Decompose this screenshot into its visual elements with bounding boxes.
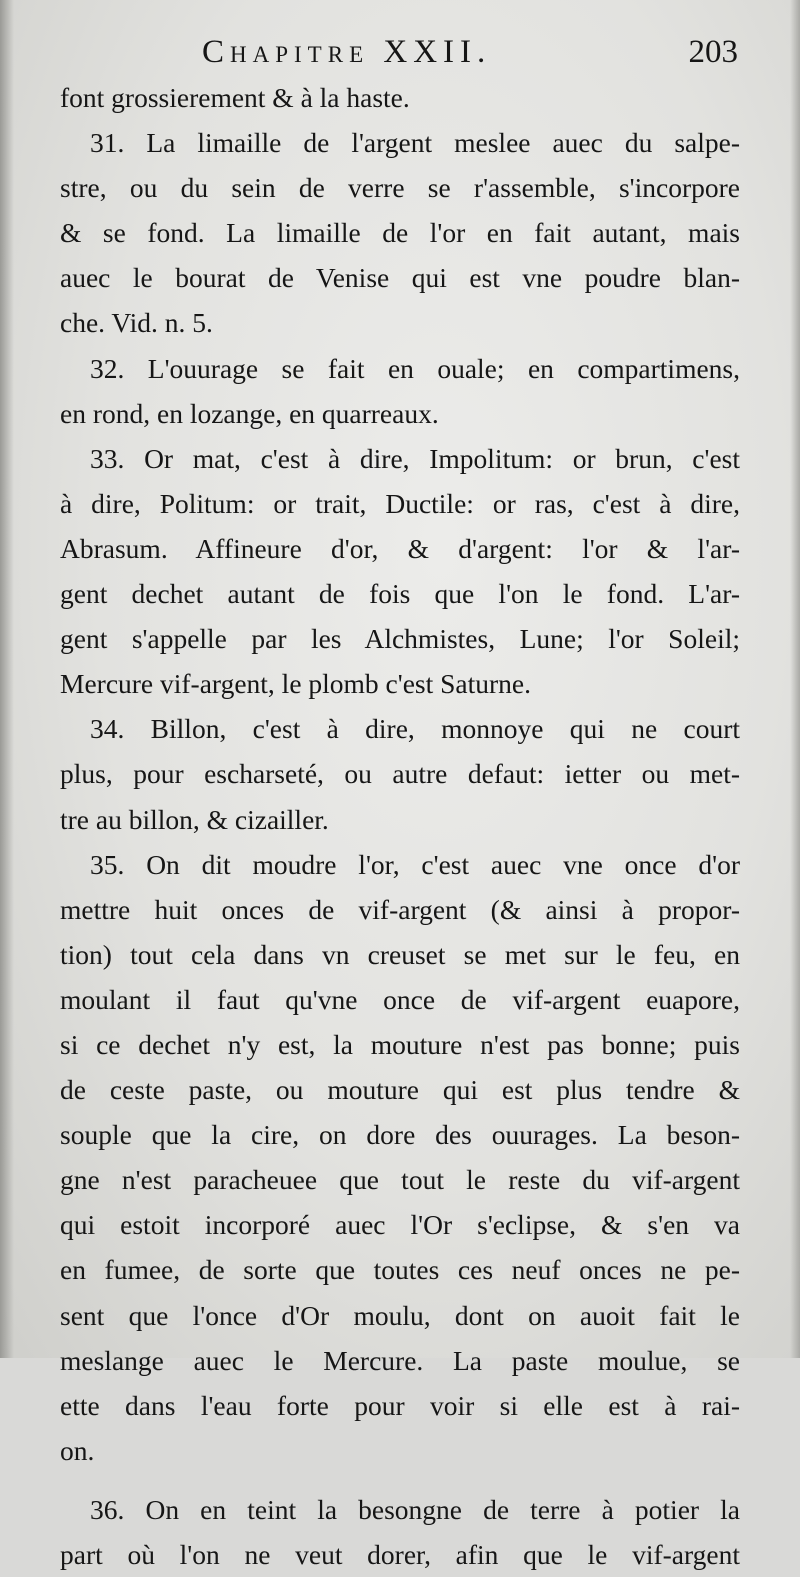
text-line: 35. On dit moudre l'or, c'est auec vne once d'or [90,848,740,880]
text-line: 32. L'ouurage se fait en ouale; en compartimens, [90,352,740,384]
text-line: font grossierement & à la haste. [60,82,410,113]
text-line: meslange auec le Mercure. La paste moulue, se [60,1344,740,1376]
text-line: plus, pour escharseté, ou autre defaut: ietter ou met- [60,758,740,790]
text-line: à dire, Politum: or trait, Ductile: or ras, c'est à dire, [60,487,740,519]
text-line: gent s'appelle par les Alchmistes, Lune; l'or Soleil; [60,623,740,655]
text-line: Mercure vif-argent, le plomb c'est Saturne. [60,668,532,700]
text-line: on. [60,1434,95,1466]
text-line: mettre huit onces de vif-argent (& ainsi à propor- [60,893,740,925]
text-line: 34. Billon, c'est à dire, monnoye qui ne court [90,713,740,745]
text-line: tre au billon, & cizailler. [60,803,329,835]
text-line: & se fond. La limaille de l'or en fait autant, mais [60,217,740,249]
text-line: si ce dechet n'y est, la mouture n'est pas bonne; puis [60,1028,740,1060]
text-line: gent dechet autant de fois que l'on le fond. L'ar- [60,578,740,610]
text-line: qui estoit incorporé auec l'Or s'eclipse, & s'en va [60,1209,740,1241]
text-line: en rond, en lozange, en quarreaux. [60,397,439,429]
text-line: Abrasum. Affineure d'or, & d'argent: l'or & l'ar- [60,532,740,564]
text-line: che. Vid. n. 5. [60,307,213,339]
text-line: en fumee, de sorte que toutes ces neuf onces ne pe- [60,1254,740,1286]
body-text [60,75,740,1577]
text-line: 33. Or mat, c'est à dire, Impolitum: or brun, c'est [90,442,740,474]
page-number: 203 [688,34,738,70]
text-line: moulant il faut qu'vne once de vif-argent euapore, [60,983,740,1015]
text-line: auec le bourat de Venise qui est vne poudre blan- [60,262,740,294]
text-line: tion) tout cela dans vn creuset se met sur le feu, en [60,938,740,970]
text-line: 36. On en teint la besongne de terre à potier la [90,1493,740,1525]
text-line: ette dans l'eau forte pour voir si elle est à rai- [60,1389,740,1421]
text-line: part où l'on ne veut dorer, afin que le vif-argent [60,1539,740,1570]
text-line: sent que l'once d'Or moulu, dont on auoit fait le [60,1299,740,1331]
text-line: souple que la cire, on dore des ouurages. La beson- [60,1119,740,1151]
text-line: stre, ou du sein de verre se r'assemble, s'incorpore [60,172,740,204]
text-line: 31. La limaille de l'argent meslee auec du salpe- [90,127,740,159]
text-line: de ceste paste, ou mouture qui est plus tendre & [60,1074,740,1106]
text-line: gne n'est paracheuee que tout le reste du vif-argent [60,1164,740,1196]
running-title: Chapitre XXII. [202,34,492,70]
